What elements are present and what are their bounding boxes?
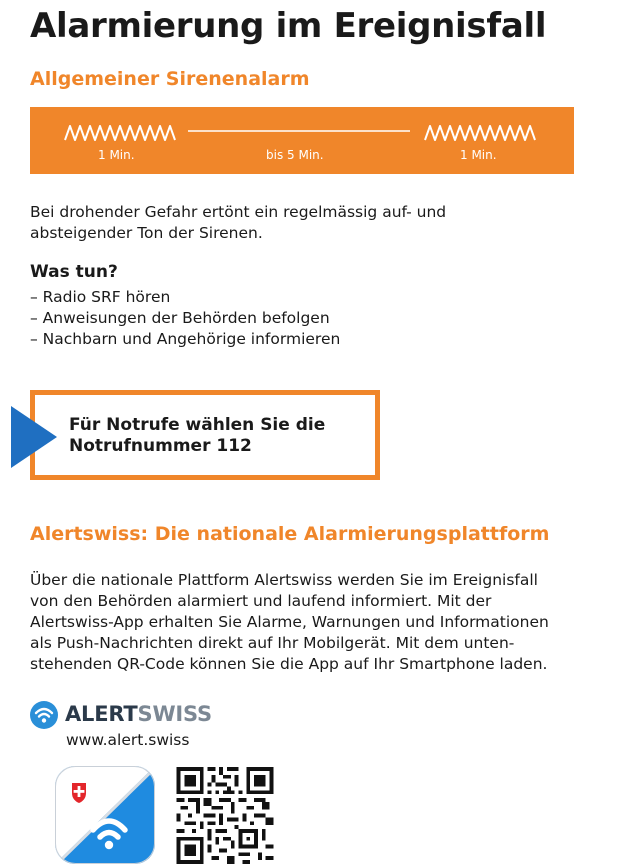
list-item: – Radio SRF hören xyxy=(30,288,171,306)
emergency-callout-text xyxy=(69,415,325,457)
alertswiss-paragraph-line: von den Behörden alarmiert und laufend informiert. Mit der xyxy=(30,592,492,610)
wifi-signal-icon xyxy=(30,701,58,729)
siren-description-line: Bei drohender Gefahr ertönt ein regelmässig auf- und xyxy=(30,203,447,221)
alertswiss-app-icon[interactable] xyxy=(55,766,155,864)
siren-description-line: absteigender Ton der Sirenen. xyxy=(30,224,263,242)
emergency-callout xyxy=(30,390,380,480)
brand-wordmark xyxy=(65,702,212,726)
siren-wave-graphic xyxy=(30,107,574,174)
what-to-do-title: Was tun? xyxy=(30,262,118,282)
brand-word-alert: ALERT xyxy=(65,702,138,726)
alertswiss-paragraph xyxy=(30,570,549,675)
alertswiss-paragraph-line: Alertswiss-App erhalten Sie Alarme, Warnungen und Informationen xyxy=(30,613,549,631)
alertswiss-paragraph-line: stehenden QR-Code können Sie die App auf Ihr Smartphone laden. xyxy=(30,655,548,673)
siren-label-start: 1 Min. xyxy=(98,148,135,162)
emergency-line: Notrufnummer 112 xyxy=(69,436,252,456)
what-to-do-list xyxy=(30,287,340,350)
siren-label-middle: bis 5 Min. xyxy=(266,148,324,162)
brand-word-swiss: SWISS xyxy=(137,702,212,726)
play-arrow-icon xyxy=(11,406,57,468)
alertswiss-paragraph-line: Über die nationale Plattform Alertswiss werden Sie im Ereignisfall xyxy=(30,571,538,589)
siren-wave-right-icon xyxy=(425,126,535,140)
list-item: – Nachbarn und Angehörige informieren xyxy=(30,330,341,348)
siren-description xyxy=(30,202,446,244)
alertswiss-section-heading: Alertswiss: Die nationale Alarmierungsplattform xyxy=(30,523,550,545)
emergency-line: Für Notrufe wählen Sie die xyxy=(69,415,326,435)
siren-label-end: 1 Min. xyxy=(460,148,497,162)
list-item: – Anweisungen der Behörden befolgen xyxy=(30,309,330,327)
brand-url-link[interactable]: www.alert.swiss xyxy=(66,731,190,749)
page-title: Alarmierung im Ereignisfall xyxy=(30,6,547,46)
siren-section-heading: Allgemeiner Sirenenalarm xyxy=(30,68,310,90)
siren-diagram xyxy=(30,107,574,174)
qr-code-icon[interactable] xyxy=(176,767,274,864)
alertswiss-paragraph-line: als Push-Nachrichten direkt auf Ihr Mobilgerät. Mit dem unten- xyxy=(30,634,515,652)
siren-wave-left-icon xyxy=(65,126,175,140)
